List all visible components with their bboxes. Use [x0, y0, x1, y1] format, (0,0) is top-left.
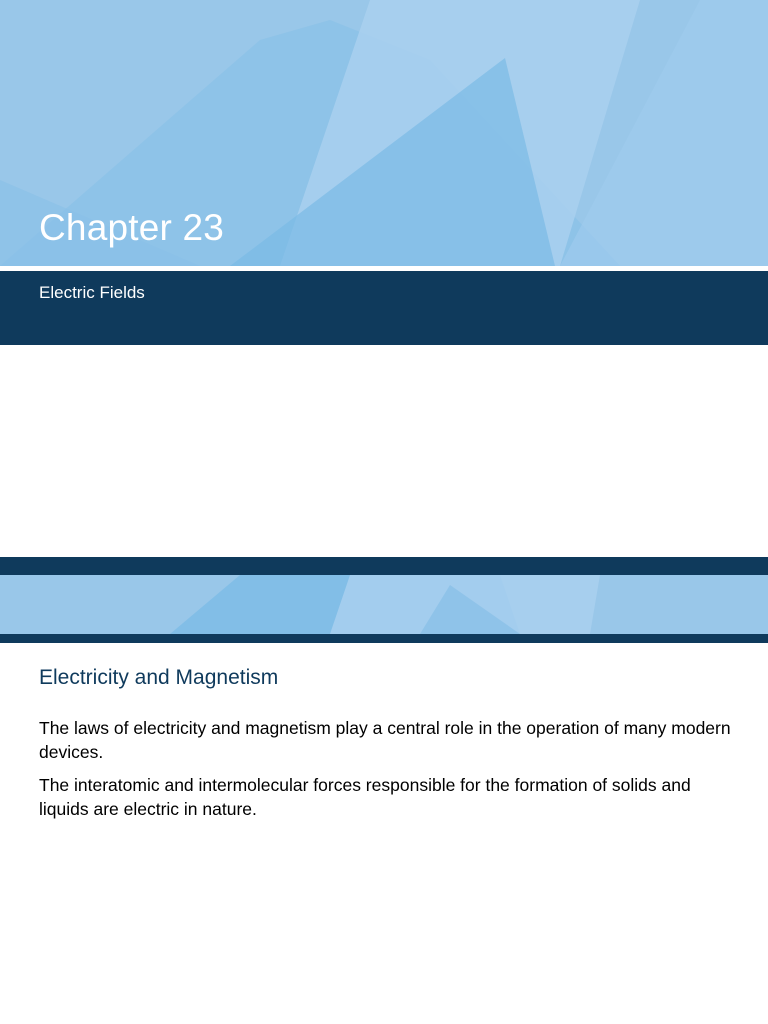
- bullet-item: The interatomic and intermolecular forces responsible for the formation of solids and liquids are electric in nature.: [39, 775, 691, 819]
- banner-decoration: [0, 575, 768, 634]
- title-slide-banner: [0, 0, 768, 266]
- content-slide-bottom-bar: [0, 634, 768, 643]
- chapter-title: Chapter 23: [39, 207, 225, 248]
- content-slide-top-bar: [0, 557, 768, 575]
- chapter-subtitle: Electric Fields: [39, 283, 145, 302]
- bullet-list: [39, 716, 739, 830]
- slide-heading: Electricity and Magnetism: [39, 666, 279, 689]
- bullet-item: The laws of electricity and magnetism play a central role in the operation of many modern devices.: [39, 718, 731, 762]
- content-slide-banner: [0, 575, 768, 634]
